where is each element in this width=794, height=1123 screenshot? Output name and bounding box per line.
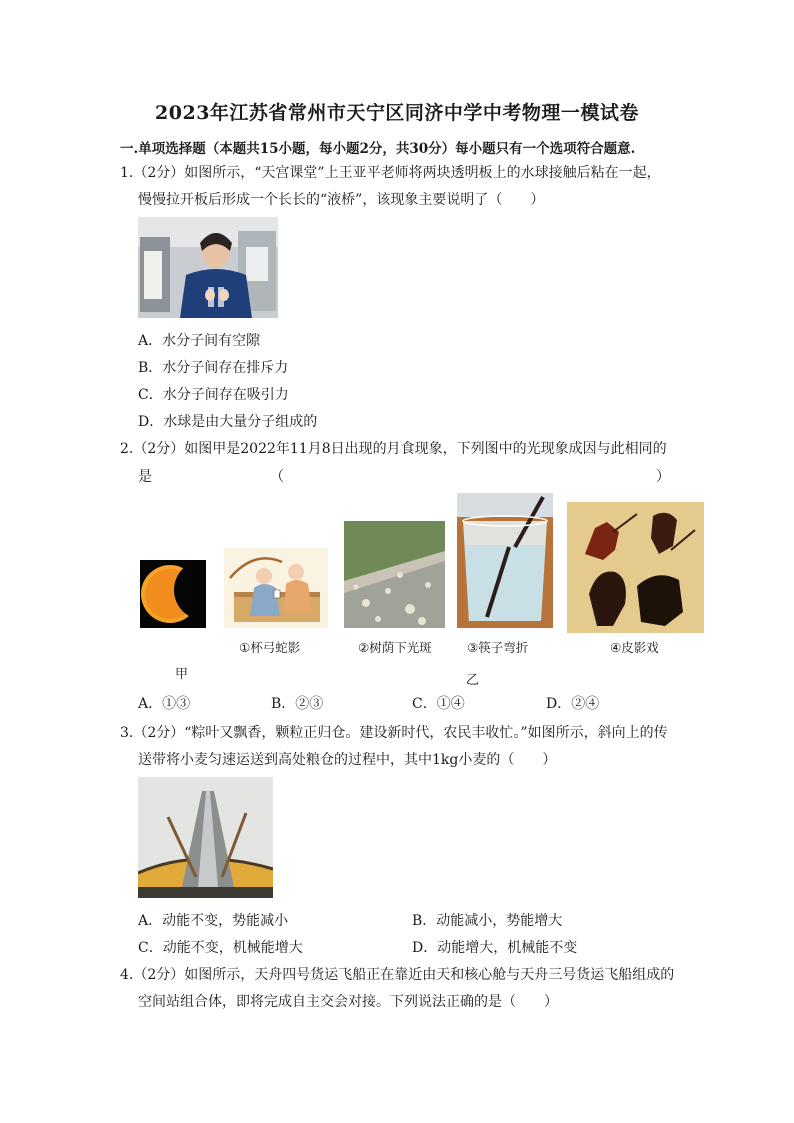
q4-line2: 空间站组合体，即将完成自主交会对接。下列说法正确的是（ ） bbox=[138, 994, 558, 1010]
q1-photo-tiangong bbox=[138, 217, 278, 318]
q3-option-d: D．动能增大，机械能不变 bbox=[412, 940, 578, 956]
q3-line2: 送带将小麦匀速运送到高处粮仓的过程中，其中1kg小麦的（ ） bbox=[138, 752, 557, 768]
q2-option-d: D．②④ bbox=[546, 696, 600, 712]
section-heading: 一.单项选择题（本题共15小题，每小题2分，共30分）每小题只有一个选项符合题意. bbox=[120, 141, 636, 157]
q2-caption-1: ①杯弓蛇影 bbox=[239, 640, 301, 655]
q1-line2: 慢慢拉开板后形成一个长长的“液桥”，该现象主要说明了（ ） bbox=[138, 192, 545, 208]
q2-image-bow-snake bbox=[224, 548, 328, 628]
q2-label-jia: 甲 bbox=[175, 667, 189, 682]
q1-option-b: B．水分子间存在排斥力 bbox=[138, 360, 289, 376]
q2-line2-paren-close: ） bbox=[656, 469, 670, 485]
q2-line1: 2.（2分）如图甲是2022年11月8日出现的月食现象，下列图中的光现象成因与此相同的 bbox=[120, 441, 667, 457]
q1-option-c: C．水分子间存在吸引力 bbox=[138, 387, 289, 403]
q2-photo-shadow-play bbox=[567, 502, 704, 633]
q2-caption-4: ④皮影戏 bbox=[610, 640, 659, 655]
q2-option-a: A．①③ bbox=[138, 696, 191, 712]
q2-label-yi: 乙 bbox=[466, 673, 480, 688]
q2-line2-start: 是 bbox=[138, 469, 152, 485]
q3-option-a: A．动能不变，势能减小 bbox=[138, 913, 289, 929]
q1-option-a: A．水分子间有空隙 bbox=[138, 333, 261, 349]
q1-option-d: D．水球是由大量分子组成的 bbox=[138, 414, 318, 430]
q2-photo-chopstick-glass bbox=[457, 493, 553, 628]
q3-photo-conveyor-belt bbox=[138, 777, 273, 898]
page-title: 2023年江苏省常州市天宁区同济中学中考物理一模试卷 bbox=[155, 102, 639, 124]
q2-photo-lunar-eclipse bbox=[140, 560, 206, 628]
q3-option-b: B．动能减小，势能增大 bbox=[412, 913, 563, 929]
q3-option-c: C．动能不变，机械能增大 bbox=[138, 940, 303, 956]
q1-line1: 1.（2分）如图所示，“天宫课堂”上王亚平老师将两块透明板上的水球接触后粘在一起， bbox=[120, 165, 661, 181]
q2-line2-paren-open: （ bbox=[270, 469, 284, 485]
q2-caption-2: ②树荫下光斑 bbox=[358, 640, 432, 655]
q2-option-c: C．①④ bbox=[412, 696, 465, 712]
q4-line1: 4.（2分）如图所示，天舟四号货运飞船正在靠近由天和核心舱与天舟三号货运飞船组成的 bbox=[120, 967, 675, 983]
q3-line1: 3.（2分）“粽叶又飘香，颗粒正归仓。建设新时代，农民丰收忙。”如图所示，斜向上的传 bbox=[120, 725, 668, 741]
q2-photo-tree-shade bbox=[344, 521, 445, 628]
q2-caption-3: ③筷子弯折 bbox=[467, 640, 529, 655]
q2-option-b: B．②③ bbox=[271, 696, 324, 712]
